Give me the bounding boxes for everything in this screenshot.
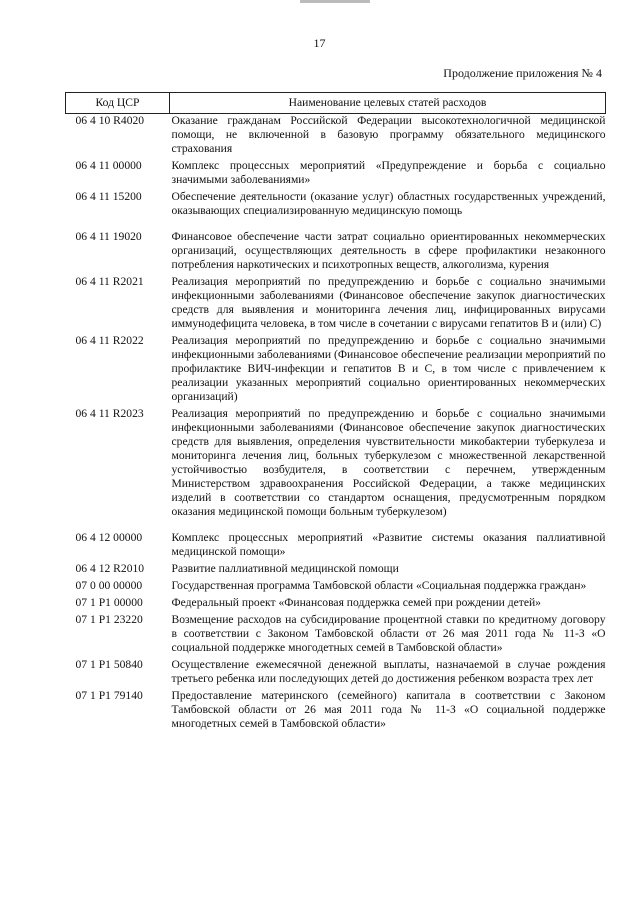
row-name: Реализация мероприятий по предупреждению и борьбе с социально значимыми инфекционными заболеваниями (Финансовое обеспечение закупок диагностических средств для выявления, определения чувствительности микобактерии туберкулеза и мониторинга лечения лиц, больных туберкулезом с множественной лекарственной устойчивостью возбудителя, в соответствии с перечнем, утвержденным Министерством здравоохранения Российской Федерации, а также медицинских изделий в соответствии со стандартом оснащения, предусмотренным порядком оказания медицинской помощи больным туберкулезом) xyxy=(171,407,606,518)
row-code: 06 4 11 19020 xyxy=(75,230,142,243)
row-code: 06 4 10 R4020 xyxy=(75,114,145,127)
row-name: Федеральный проект «Финансовая поддержка семей при рождении детей» xyxy=(171,596,541,609)
row-name: Государственная программа Тамбовской области «Социальная поддержка граждан» xyxy=(171,579,587,592)
row-code: 06 4 11 R2021 xyxy=(75,275,144,288)
table-row xyxy=(66,613,606,658)
row-code: 06 4 11 00000 xyxy=(75,159,142,172)
row-code: 06 4 11 R2022 xyxy=(75,334,144,347)
table-row xyxy=(66,531,606,562)
table-row xyxy=(66,658,606,689)
row-code: 06 4 11 R2023 xyxy=(75,407,144,420)
row-name: Реализация мероприятий по предупреждению и борьбе с социально значимыми инфекционными заболеваниями (Финансовое обеспечение закупок диагностических средств для выявления и мониторинга лечения лиц, инфицированных вирусами иммунодефицита человека, в том числе в сочетании с вирусами гепатитов B и (или) C) xyxy=(171,275,606,330)
target-articles-table xyxy=(65,92,606,734)
header-code: Код ЦСР xyxy=(66,93,170,114)
scan-artifact xyxy=(300,0,370,3)
row-code: 06 4 12 R2010 xyxy=(75,562,145,575)
table-row xyxy=(66,334,606,407)
row-name: Финансовое обеспечение части затрат социально ориентированных некоммерческих организаций, осуществляющих деятельность в сфере профилактики незаконного потребления наркотических и психотропных веществ, алкоголизма, курения xyxy=(171,230,606,271)
table-row xyxy=(66,562,606,579)
table-row xyxy=(66,159,606,190)
appendix-continuation-label: Продолжение приложения № 4 xyxy=(443,66,602,80)
row-name: Оказание гражданам Российской Федерации высокотехнологичной медицинской помощи, не включенной в базовую программу обязательного медицинского страхования xyxy=(171,114,606,155)
row-code: 07 1 P1 23220 xyxy=(75,613,143,626)
row-code: 07 1 P1 50840 xyxy=(75,658,143,671)
row-name: Возмещение расходов на субсидирование процентной ставки по кредитному договору в соответствии с Законом Тамбовской области от 26 мая 2011 года № 11-З «О социальной поддержке многодетных семей в Тамбовской области» xyxy=(171,613,606,654)
table-row xyxy=(66,190,606,230)
row-code: 07 1 P1 79140 xyxy=(75,689,143,702)
row-name: Обеспечение деятельности (оказание услуг) областных государственных учреждений, оказывающих специализированную медицинскую помощь xyxy=(171,190,606,217)
row-name: Развитие паллиативной медицинской помощи xyxy=(171,562,399,575)
table-row xyxy=(66,275,606,334)
row-name: Осуществление ежемесячной денежной выплаты, назначаемой в случае рождения третьего ребенка или последующих детей до достижения ребенком возраста трех лет xyxy=(171,658,606,685)
row-code: 06 4 12 00000 xyxy=(75,531,143,544)
table-row xyxy=(66,596,606,613)
row-code: 06 4 11 15200 xyxy=(75,190,142,203)
row-code: 07 0 00 00000 xyxy=(75,579,143,592)
table-row xyxy=(66,114,606,160)
table-row xyxy=(66,579,606,596)
row-name: Предоставление материнского (семейного) капитала в соответствии с Законом Тамбовской области от 26 мая 2011 года № 11-З «О социальной поддержке многодетных семей в Тамбовской области» xyxy=(171,689,606,730)
row-name: Комплекс процессных мероприятий «Предупреждение и борьба с социально значимыми заболеваниями» xyxy=(171,159,606,186)
row-code: 07 1 P1 00000 xyxy=(75,596,143,609)
table-row xyxy=(66,407,606,531)
table-header-row xyxy=(66,93,606,114)
page-number: 17 xyxy=(313,36,326,50)
table-row xyxy=(66,689,606,734)
header-name: Наименование целевых статей расходов xyxy=(170,93,606,114)
table-row xyxy=(66,230,606,275)
row-name: Реализация мероприятий по предупреждению и борьбе с социально значимыми инфекционными заболеваниями (Финансовое обеспечение реализации мероприятий по профилактике ВИЧ-инфекции и гепатитов B и C, в том числе с привлечением к реализации указанных мероприятий социально ориентированных некоммерческих организаций) xyxy=(171,334,606,403)
row-name: Комплекс процессных мероприятий «Развитие системы оказания паллиативной медицинской помощи» xyxy=(171,531,606,558)
